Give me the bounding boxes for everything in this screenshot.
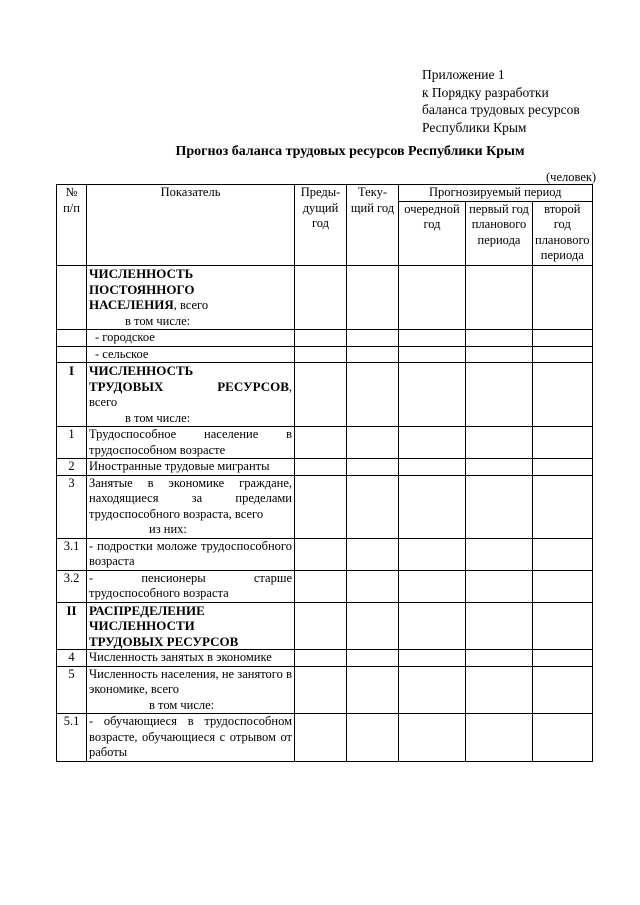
appendix-line3: баланса трудовых ресурсов <box>422 102 580 117</box>
row-no: I <box>57 363 87 427</box>
appendix-line2: к Порядку разработки <box>422 84 549 100</box>
row-no: II <box>57 602 87 650</box>
row-label: - городское <box>87 330 295 347</box>
document-title: Прогноз баланса трудовых ресурсов Республики Крым <box>175 144 525 159</box>
table-row <box>57 570 593 602</box>
row-label: Иностранные трудовые мигранты <box>87 459 295 476</box>
row-no: 3 <box>57 475 87 538</box>
row-no: 5.1 <box>57 714 87 762</box>
row-label: Трудоспособное население в трудоспособном возрасте <box>87 427 295 459</box>
table-row <box>57 459 593 476</box>
row-label-line: Занятые в экономике граждане, находящиеся за пределами трудоспособного возраста, всего <box>89 475 292 521</box>
row-label-line: ПОСТОЯННОГО <box>89 281 195 297</box>
forecast-table <box>56 184 593 762</box>
header-prev: Преды-дущий год <box>295 185 347 266</box>
row-label-suffix: , всего <box>173 298 209 312</box>
table-row <box>57 650 593 667</box>
header-no: № п/п <box>57 185 87 266</box>
row-label-sub: из них: <box>149 522 187 536</box>
row-label: - подростки моложе трудоспособного возраста <box>87 538 295 570</box>
header-forecast: Прогнозируемый период <box>399 185 593 202</box>
table-row <box>57 475 593 538</box>
row-label-line: Численность населения, не занятого в экономике, всего <box>89 666 292 696</box>
header-cur: Теку-щий год <box>347 185 399 266</box>
table-row <box>57 602 593 650</box>
table-row <box>57 266 593 330</box>
row-label-line: РАСПРЕДЕЛЕНИЕ <box>89 602 205 618</box>
table-row <box>57 538 593 570</box>
row-label-comma: , <box>288 379 292 394</box>
row-label-line: ЧИСЛЕННОСТЬ <box>89 266 194 281</box>
header-first-year: первый год планового периода <box>466 201 533 266</box>
row-no <box>57 266 87 330</box>
table-row <box>57 346 593 363</box>
row-label-line: ЧИСЛЕННОСТИ <box>89 618 195 633</box>
row-label <box>87 666 295 714</box>
header-row <box>57 185 593 202</box>
appendix-line1: Приложение 1 <box>422 67 505 82</box>
row-label: - сельское <box>87 346 295 363</box>
row-label-word: ТРУДОВЫХ <box>89 378 164 394</box>
row-label <box>87 363 295 427</box>
appendix-line4: Республики Крым <box>422 119 527 135</box>
header-second-year: второй год планового периода <box>533 201 593 266</box>
table-row <box>57 330 593 347</box>
row-label <box>87 475 295 538</box>
row-label-line: ЧИСЛЕННОСТЬ <box>89 363 194 378</box>
row-no: 1 <box>57 427 87 459</box>
table-row <box>57 363 593 427</box>
table-row <box>57 714 593 762</box>
table-row <box>57 666 593 714</box>
units-label: (человек) <box>546 170 597 184</box>
row-label-line: ТРУДОВЫХ РЕСУРСОВ <box>89 633 239 649</box>
table-row <box>57 427 593 459</box>
row-label-sub: в том числе: <box>125 313 191 328</box>
row-label <box>87 266 295 330</box>
row-label: Численность занятых в экономике <box>87 650 295 667</box>
row-no: 3.1 <box>57 538 87 570</box>
row-no: 3.2 <box>57 570 87 602</box>
row-label: - обучающиеся в трудоспособном возрасте, обучающиеся с отрывом от работы <box>87 714 295 762</box>
header-next-year: очередной год <box>399 201 466 266</box>
row-no: 2 <box>57 459 87 476</box>
row-label-sub: в том числе: <box>125 410 191 425</box>
row-label-word: РЕСУРСОВ <box>217 378 289 394</box>
row-label: - пенсионеры старше трудоспособного возраста <box>87 570 295 602</box>
header-indicator: Показатель <box>87 185 295 266</box>
row-label-sub: в том числе: <box>149 697 215 712</box>
row-label-bold: НАСЕЛЕНИЯ <box>89 297 174 312</box>
row-no: 4 <box>57 650 87 667</box>
row-label <box>87 602 295 650</box>
row-no: 5 <box>57 666 87 714</box>
appendix-block <box>422 66 580 136</box>
row-label-line: всего <box>89 395 118 409</box>
